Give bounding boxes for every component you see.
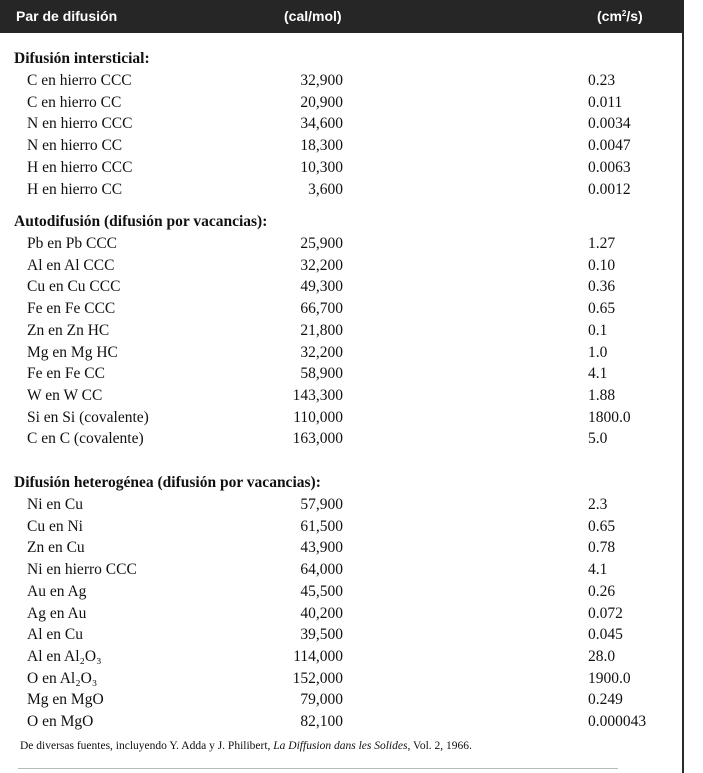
activation-energy-cell: 143,300 bbox=[292, 386, 343, 404]
diffusion-pair-cell: Zn en Zn HC bbox=[27, 321, 110, 339]
table-row bbox=[0, 365, 684, 386]
diffusion-coefficient-cell: 0.78 bbox=[588, 539, 616, 557]
diffusion-coefficient-cell: 5.0 bbox=[588, 430, 608, 448]
table-row bbox=[0, 278, 684, 299]
bottom-divider bbox=[18, 768, 618, 769]
table-row bbox=[0, 94, 684, 115]
diffusion-coefficient-cell: 0.0047 bbox=[588, 137, 631, 155]
table-row bbox=[0, 409, 684, 430]
table-row bbox=[0, 72, 684, 93]
activation-energy-cell: 64,000 bbox=[300, 561, 343, 579]
table-row bbox=[0, 539, 684, 560]
diffusion-coefficient-cell: 0.10 bbox=[588, 256, 616, 274]
diffusion-coefficient-cell: 0.249 bbox=[588, 691, 623, 709]
diffusion-coefficient-cell: 0.26 bbox=[588, 582, 616, 600]
diffusion-coefficient-cell: 0.65 bbox=[588, 300, 616, 318]
diffusion-coefficient-cell: 0.23 bbox=[588, 72, 616, 89]
table-row bbox=[0, 496, 684, 517]
activation-energy-cell: 20,900 bbox=[300, 93, 343, 111]
diffusion-coefficient-cell: 1.27 bbox=[588, 235, 616, 252]
diffusion-pair-cell: W en W CC bbox=[27, 386, 103, 404]
activation-energy-cell: 79,000 bbox=[300, 691, 343, 709]
table-row bbox=[0, 344, 684, 365]
activation-energy-cell: 10,300 bbox=[300, 158, 343, 176]
section-title: Difusión heterogénea (difusión por vacancias): bbox=[14, 474, 321, 491]
diffusion-coefficient-cell: 0.0063 bbox=[588, 158, 631, 176]
table-row bbox=[0, 159, 684, 180]
diffusion-coefficient-cell: 4.1 bbox=[588, 561, 608, 579]
table-row bbox=[0, 691, 684, 712]
table-row bbox=[0, 518, 684, 539]
diffusion-pair-cell: Cu en Ni bbox=[27, 517, 83, 535]
table-row bbox=[0, 115, 684, 136]
diffusion-pair-cell: Ag en Au bbox=[27, 604, 87, 622]
activation-energy-cell: 57,900 bbox=[300, 496, 343, 513]
diffusion-pair-cell: C en C (covalente) bbox=[27, 430, 144, 448]
table-row bbox=[0, 670, 684, 691]
diffusion-pair-cell: Pb en Pb CCC bbox=[27, 235, 118, 252]
activation-energy-cell: 40,200 bbox=[300, 604, 343, 622]
diffusion-pair-cell: N en hierro CCC bbox=[27, 115, 133, 133]
diffusion-coefficient-cell: 0.072 bbox=[588, 604, 623, 622]
diffusion-coefficient-cell: 0.045 bbox=[588, 626, 623, 644]
footnote: De diversas fuentes, incluyendo Y. Adda y J. Philibert, La Diffusion dans les Solides, Vol. 2, 1966. bbox=[20, 740, 472, 752]
activation-energy-cell: 114,000 bbox=[293, 647, 343, 665]
section-title: Difusión intersticial: bbox=[14, 50, 150, 67]
activation-energy-cell: 25,900 bbox=[300, 235, 343, 252]
diffusion-pair-cell: Zn en Cu bbox=[27, 539, 85, 557]
activation-energy-cell: 49,300 bbox=[300, 278, 343, 296]
diffusion-pair-cell: Au en Ag bbox=[27, 582, 87, 600]
activation-energy-cell: 32,200 bbox=[300, 343, 343, 361]
diffusion-pair-cell: C en hierro CCC bbox=[27, 72, 132, 89]
diffusion-pair-cell: Al en Al₂O₃ bbox=[27, 647, 102, 665]
activation-energy-cell: 43,900 bbox=[300, 539, 343, 557]
diffusion-pair-cell: Mg en Mg HC bbox=[27, 343, 118, 361]
diffusion-coefficient-cell: 0.65 bbox=[588, 517, 616, 535]
activation-energy-cell: 82,100 bbox=[300, 713, 343, 730]
table-row bbox=[0, 235, 684, 256]
table-row bbox=[0, 137, 684, 158]
diffusion-pair-cell: Cu en Cu CCC bbox=[27, 278, 121, 296]
table-header bbox=[0, 0, 684, 33]
activation-energy-cell: 18,300 bbox=[300, 137, 343, 155]
diffusion-pair-cell: Ni en Cu bbox=[27, 496, 83, 513]
activation-energy-cell: 32,900 bbox=[300, 72, 343, 89]
activation-energy-cell: 61,500 bbox=[300, 517, 343, 535]
diffusion-coefficient-cell: 0.0012 bbox=[588, 180, 631, 198]
diffusion-pair-cell: Fe en Fe CCC bbox=[27, 300, 116, 318]
diffusion-pair-cell: Al en Cu bbox=[27, 626, 83, 644]
section-title: Autodifusión (difusión por vacancias): bbox=[14, 213, 268, 230]
table-row bbox=[0, 387, 684, 408]
table-row bbox=[0, 181, 684, 202]
activation-energy-cell: 39,500 bbox=[300, 626, 343, 644]
table-row bbox=[0, 300, 684, 321]
diffusion-pair-cell: H en hierro CCC bbox=[27, 158, 133, 176]
diffusion-coefficient-cell: 0.011 bbox=[588, 93, 623, 111]
diffusion-coefficient-cell: 0.000043 bbox=[588, 713, 647, 730]
diffusion-coefficient-cell: 0.1 bbox=[588, 321, 608, 339]
diffusion-coefficient-cell: 28.0 bbox=[588, 647, 616, 665]
diffusion-pair-cell: C en hierro CC bbox=[27, 93, 122, 111]
column-header-activation-energy: (cal/mol) bbox=[284, 8, 342, 24]
diffusion-pair-cell: O en MgO bbox=[27, 713, 94, 730]
table-row bbox=[0, 713, 684, 734]
table-row bbox=[0, 605, 684, 626]
diffusion-pair-cell: Fe en Fe CC bbox=[27, 365, 105, 383]
activation-energy-cell: 58,900 bbox=[300, 365, 343, 383]
diffusion-coefficient-cell: 1.0 bbox=[588, 343, 608, 361]
table-row bbox=[0, 257, 684, 278]
diffusion-pair-cell: H en hierro CC bbox=[27, 180, 123, 198]
activation-energy-cell: 45,500 bbox=[300, 582, 343, 600]
diffusion-pair-cell: Si en Si (covalente) bbox=[27, 408, 149, 426]
activation-energy-cell: 34,600 bbox=[300, 115, 343, 133]
diffusion-pair-cell: Mg en MgO bbox=[27, 691, 104, 709]
diffusion-coefficient-cell: 1900.0 bbox=[588, 669, 631, 687]
table-row bbox=[0, 430, 684, 451]
activation-energy-cell: 163,000 bbox=[292, 430, 343, 448]
diffusion-pair-cell: O en Al₂O₃ bbox=[27, 669, 98, 687]
activation-energy-cell: 3,600 bbox=[308, 180, 343, 198]
column-header-diffusion-coefficient: $(cm^2/s)$ bbox=[597, 8, 643, 24]
diffusion-pair-cell: Al en Al CCC bbox=[27, 256, 115, 274]
table-row bbox=[0, 322, 684, 343]
diffusion-coefficient-cell: 4.1 bbox=[588, 365, 608, 383]
activation-energy-cell: 21,800 bbox=[300, 321, 343, 339]
diffusion-coefficient-cell: 1800.0 bbox=[588, 408, 631, 426]
activation-energy-cell: 66,700 bbox=[300, 300, 343, 318]
diffusion-coefficient-cell: 2.3 bbox=[588, 496, 608, 513]
diffusion-pair-cell: N en hierro CC bbox=[27, 137, 123, 155]
diffusion-coefficient-cell: 1.88 bbox=[588, 386, 616, 404]
diffusion-coefficient-cell: 0.36 bbox=[588, 278, 616, 296]
table-row bbox=[0, 648, 684, 669]
activation-energy-cell: 32,200 bbox=[300, 256, 343, 274]
table-row bbox=[0, 626, 684, 647]
table-row bbox=[0, 583, 684, 604]
column-header-pair: Par de difusión bbox=[16, 8, 118, 24]
diffusion-pair-cell: Ni en hierro CCC bbox=[27, 561, 137, 579]
diffusion-coefficient-cell: 0.0034 bbox=[588, 115, 631, 133]
activation-energy-cell: 152,000 bbox=[292, 669, 343, 687]
table-row bbox=[0, 561, 684, 582]
activation-energy-cell: 110,000 bbox=[293, 408, 343, 426]
